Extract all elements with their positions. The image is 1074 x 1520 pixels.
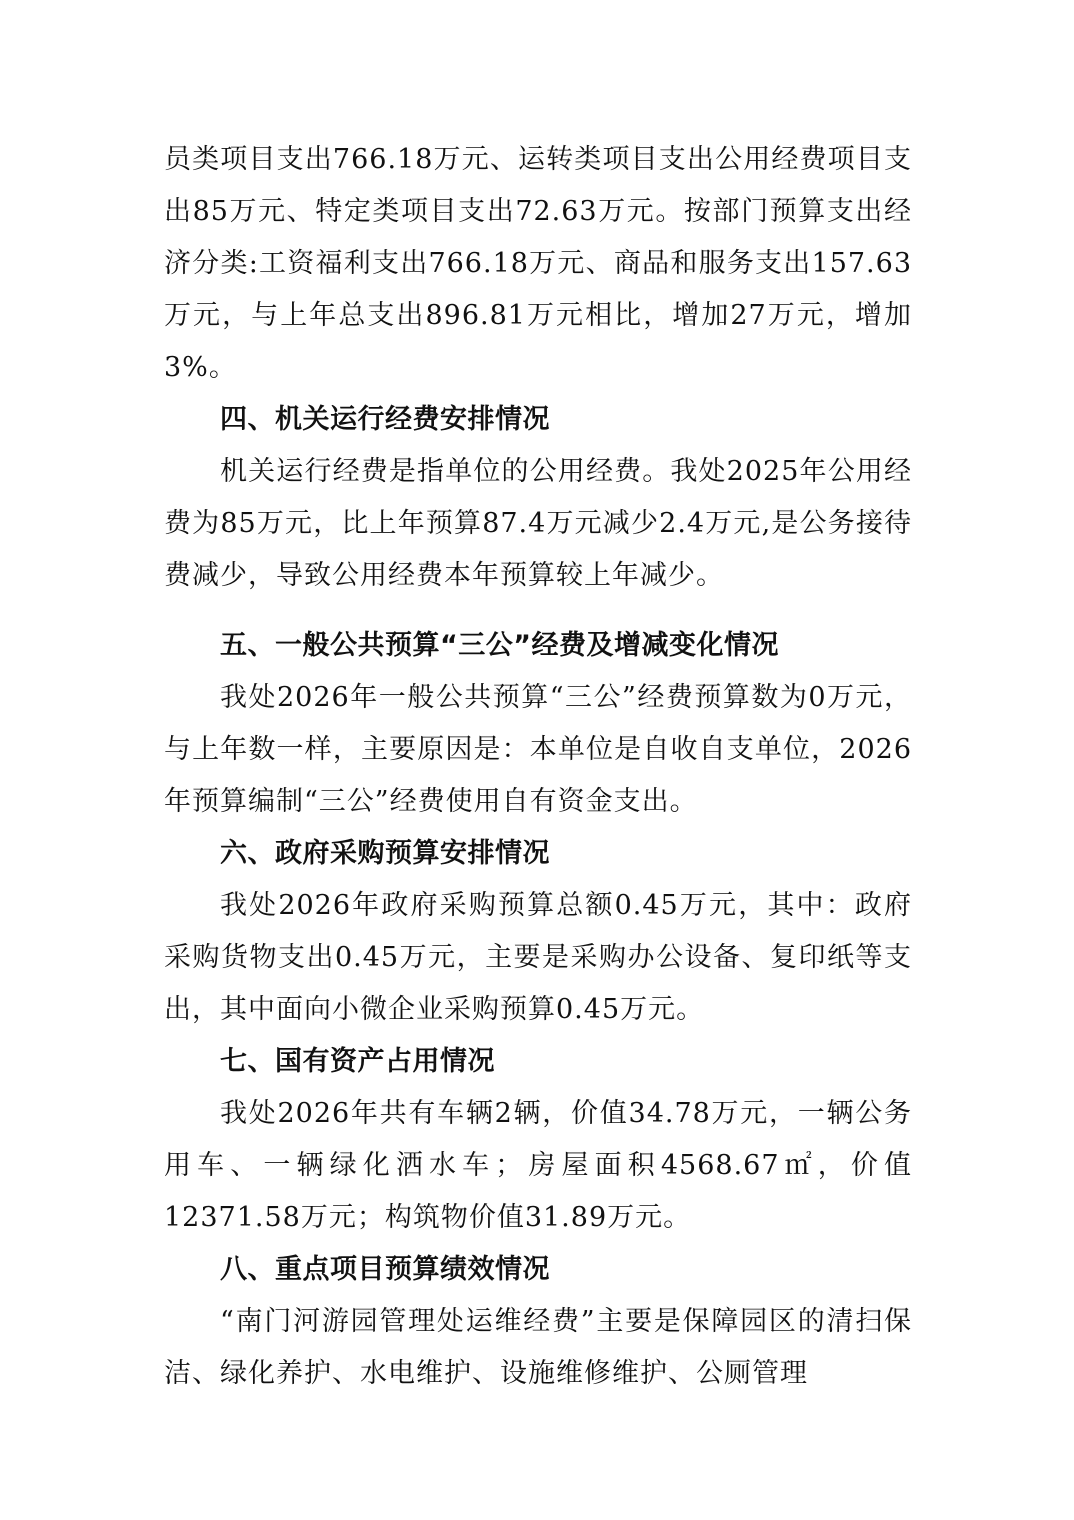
section-7	[164, 1036, 912, 1244]
section-heading: 五、一般公共预算“三公”经费及增减变化情况	[220, 630, 779, 661]
section-heading: 八、重点项目预算绩效情况	[220, 1254, 550, 1285]
section-heading: 四、机关运行经费安排情况	[220, 404, 550, 435]
document-body	[164, 134, 912, 1400]
section-4	[164, 394, 912, 602]
intro-paragraph: 员类项目支出766.18万元、运转类项目支出公用经费项目支出85万元、特定类项目支出72.63万元。按部门预算支出经济分类:工资福利支出766.18万元、商品和服务支出157.63万元，与上年总支出896.81万元相比，增加27万元，增加3%。	[164, 144, 912, 383]
section-paragraph: 机关运行经费是指单位的公用经费。我处2025年公用经费为85万元，比上年预算87.4万元减少2.4万元,是公务接待费减少，导致公用经费本年预算较上年减少。	[164, 456, 912, 591]
section-paragraph: 我处2026年一般公共预算“三公”经费预算数为0万元，与上年数一样，主要原因是：本单位是自收自支单位，2026年预算编制“三公”经费使用自有资金支出。	[164, 682, 912, 817]
section-paragraph: “南门河游园管理处运维经费”主要是保障园区的清扫保洁、绿化养护、水电维护、设施维修维护、公厕管理	[164, 1306, 912, 1389]
section-6	[164, 828, 912, 1036]
section-8	[164, 1244, 912, 1400]
section-heading: 七、国有资产占用情况	[220, 1046, 495, 1077]
section-5	[164, 620, 912, 828]
section-paragraph: 我处2026年共有车辆2辆，价值34.78万元，一辆公务用车、一辆绿化洒水车；房屋面积4568.67㎡，价值12371.58万元；构筑物价值31.89万元。	[164, 1098, 912, 1233]
section-heading: 六、政府采购预算安排情况	[220, 838, 550, 869]
section-paragraph: 我处2026年政府采购预算总额0.45万元，其中：政府采购货物支出0.45万元，主要是采购办公设备、复印纸等支出，其中面向小微企业采购预算0.45万元。	[164, 890, 912, 1025]
